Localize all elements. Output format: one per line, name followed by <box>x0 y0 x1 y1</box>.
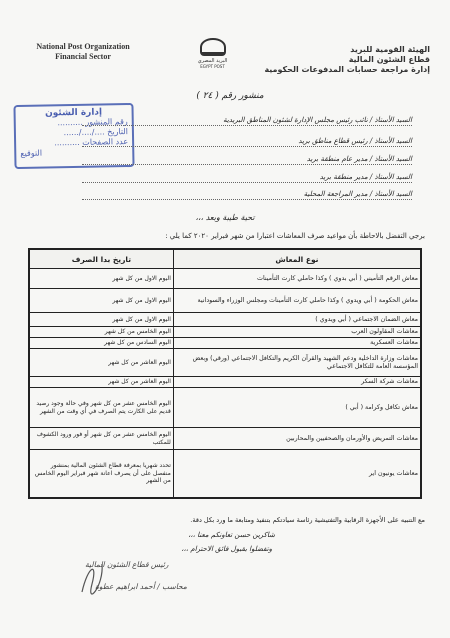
stamp-signature: التوقيع <box>20 148 43 158</box>
pension-type-cell: معاشات المقاولون العرب <box>173 327 421 338</box>
signature-name: محاسب / أحمد ابراهيم عطوة <box>95 582 187 591</box>
col-header-date: تاريخ بدا الصرف <box>29 249 173 269</box>
header-ar-sector: قطاع الشئون المالية <box>348 55 430 64</box>
logo-english-text: EGYPT POST <box>200 64 225 69</box>
start-date-cell: تحدد شهريا بمعرفة قطاع الشئون المالية بمنشور منفصل على أن يصرف اعانة شهر فبراير اليوم الخامس من الشهر <box>29 450 173 498</box>
col-header-type: نوع المعاش <box>173 249 421 269</box>
addressee-line: السيد الأستاذ / مدير عام منطقة بريد <box>82 155 412 165</box>
pension-type-cell: معاشات وزارة الداخلية ودعم الشهيد والقرآن الكريم والتكافل الاجتماعي (ورقي) وبعض المؤسسة العامة للتكافل الاجتماعي <box>173 349 421 377</box>
table-row <box>29 377 421 388</box>
pension-type-cell: معاش تكافل وكرامة ( أبي ) <box>173 388 421 428</box>
stamp-date: التاريخ ..../..../...... <box>63 127 129 138</box>
start-date-cell: اليوم العاشر من كل شهر <box>29 377 173 388</box>
header-ar-org: الهيئة القومية للبريد <box>350 45 430 54</box>
table-row <box>29 388 421 428</box>
pension-type-cell: معاشات التمريض والأورمان والصحفيين والمحاربين <box>173 428 421 450</box>
header-english <box>18 42 148 62</box>
table-row <box>29 338 421 349</box>
signature-title: رئيس قطاع الشئون المالية <box>85 560 169 569</box>
table-row <box>29 428 421 450</box>
header-en-org: National Post Organization <box>36 42 130 51</box>
egypt-post-logo <box>190 38 235 76</box>
start-date-cell: اليوم الخامس عشر من كل شهر أو فور ورود الكشوف للمكتب <box>29 428 173 450</box>
addressee-line: السيد الأستاذ / رئيس قطاع مناطق بريد <box>82 137 412 147</box>
pension-type-cell: معاشات شركة السكر <box>173 377 421 388</box>
table-header-row <box>29 249 421 269</box>
header-arabic <box>260 45 430 75</box>
pension-type-cell: معاشات يونيون اير <box>173 450 421 498</box>
instruction-note: مع التنبيه على الأجهزة الرقابية والتفتيشية رئاسة سيادتكم بتنفيذ ومتابعة ما ورد بكل دقة. <box>190 516 425 524</box>
start-date-cell: اليوم الخامس عشر من كل شهر وفي حالة وجود رصيد قديم على الكارت يتم الصرف في أي وقت من الشهر <box>29 388 173 428</box>
pension-type-cell: معاش الرقم التأميني ( أبي بدوي ) وكذا حاملي كارت التأمينات <box>173 269 421 289</box>
post-horn-icon <box>200 38 226 56</box>
table-row <box>29 313 421 327</box>
start-date-cell: اليوم الاول من كل شهر <box>29 269 173 289</box>
start-date-cell: اليوم السادس من كل شهر <box>29 338 173 349</box>
intro-text: برجي التفضل بالاحاطة بأن مواعيد صرف المعاشات اعتبارا من شهر فبراير ٢٠٢٠ كما يلي : <box>165 232 425 240</box>
start-date-cell: اليوم الاول من كل شهر <box>29 313 173 327</box>
table-row <box>29 289 421 313</box>
greeting: تحية طيبة وبعد ،،، <box>195 213 255 222</box>
pension-type-cell: معاشات العسكرية <box>173 338 421 349</box>
addressee-line: السيد الأستاذ / مدير المراجعة المحلية <box>82 190 412 200</box>
memo-title: منشور رقم ( ٢٤ ) <box>196 91 264 101</box>
header-ar-dept: إدارة مراجعة حسابات المدفوعات الحكومية <box>264 65 430 74</box>
stamp-pages: عدد الصفحات .......... <box>54 137 129 148</box>
pension-type-cell: معاش الضمان الاجتماعي ( أبي ويدوي ) <box>173 313 421 327</box>
addressee-line: السيد الأستاذ / نائب رئيس مجلس الإدارة لشئون المناطق البريدية <box>82 116 412 126</box>
pension-schedule-table <box>28 248 422 499</box>
table-row <box>29 269 421 289</box>
regards-line: وتفضلوا بقبول فائق الاحترام ،،، <box>181 545 272 553</box>
start-date-cell: اليوم الخامس من كل شهر <box>29 327 173 338</box>
stamp-title: إدارة الشئون <box>44 107 103 119</box>
stamp-memo-no: رقم المنشور .......... <box>57 117 128 128</box>
start-date-cell: اليوم العاشر من كل شهر <box>29 349 173 377</box>
addressee-line: السيد الأستاذ / مدير منطقة بريد <box>82 173 412 183</box>
table-row <box>29 327 421 338</box>
thanks-line: شاكرين حسن تعاونكم معنا ،،، <box>188 531 275 539</box>
table-row <box>29 349 421 377</box>
pension-type-cell: معاش الحكومة ( أبي ويدوي ) وكذا حاملي كارت التأمينات ومجلس الوزراء والسودانية <box>173 289 421 313</box>
header-en-sector: Financial Sector <box>55 52 111 61</box>
logo-arabic-text: البريد المصري <box>197 58 228 64</box>
table-row <box>29 450 421 498</box>
start-date-cell: اليوم الاول من كل شهر <box>29 289 173 313</box>
